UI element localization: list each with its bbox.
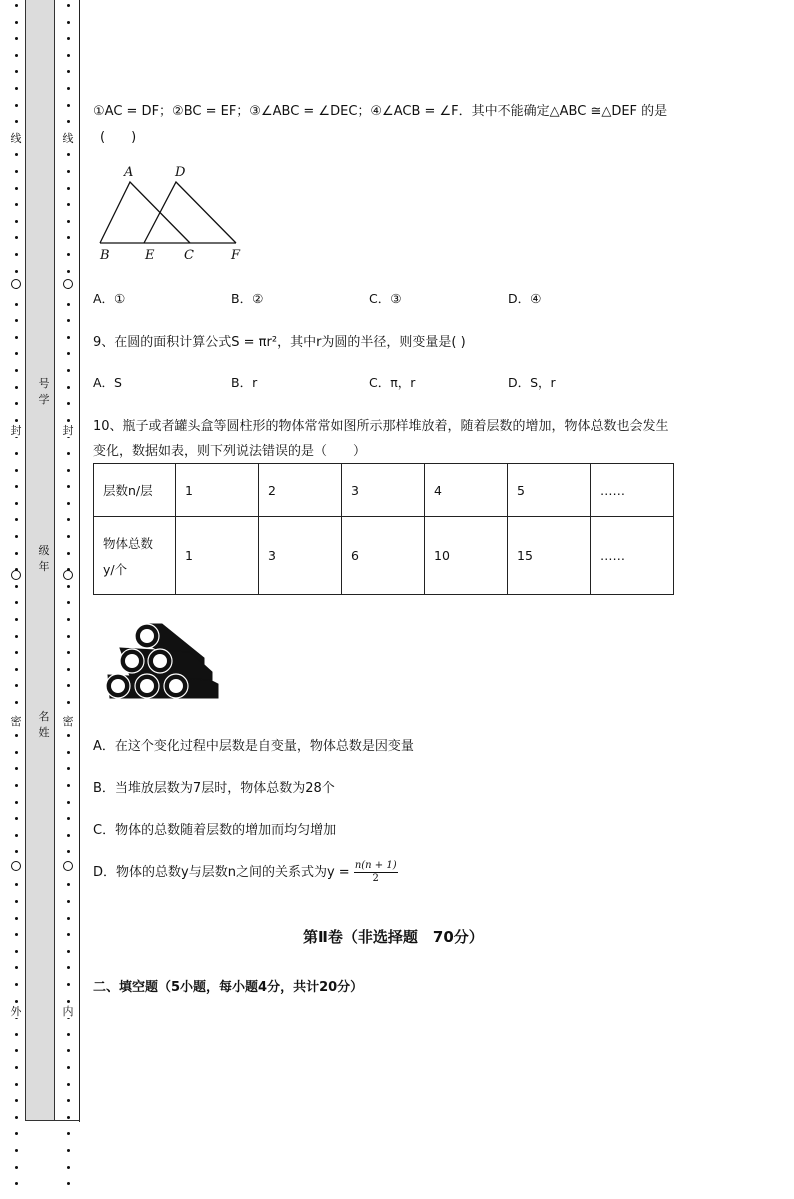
table-cell: ……: [591, 517, 674, 595]
q10-data-table: [93, 463, 674, 595]
table-cell: 1: [176, 517, 259, 595]
cylinder-hole: [169, 679, 183, 693]
q8-answer-blank: ( ): [100, 130, 137, 145]
q10-option-c: C．物体的总数随着层数的增加而均匀增加: [93, 823, 337, 838]
outer-mark-mi: 密: [10, 715, 22, 728]
q10-formula-fraction: [354, 860, 398, 885]
q9-option-a: A．S: [93, 375, 122, 390]
table-cell: 1: [176, 464, 259, 517]
q10-option-a: A．在这个变化过程中层数是自变量，物体总数是因变量: [93, 739, 414, 754]
q10-option-d-row: [93, 860, 398, 885]
outer-circle-mark: [11, 861, 21, 871]
q9-option-c: C．π，r: [369, 375, 416, 390]
label-b: B: [100, 248, 110, 263]
triangle-abc: [100, 182, 190, 243]
outer-circle-mark: [11, 279, 21, 289]
table-cell: 15: [508, 517, 591, 595]
inner-mark-mi: 密: [62, 715, 74, 728]
student-id-label: 号 学: [38, 377, 50, 406]
outer-mark-xian: 线: [10, 132, 22, 145]
outer-mark-feng: 封: [10, 424, 22, 437]
q10-option-b: B．当堆放层数为7层时，物体总数为28个: [93, 781, 335, 796]
cylinder-hole: [140, 629, 154, 643]
table-header-layers: 层数n/层: [94, 464, 176, 517]
table-cell: 6: [342, 517, 425, 595]
q9-option-d: D．S，r: [508, 375, 556, 390]
table-cell: 10: [425, 517, 508, 595]
outer-dot-column: [13, 4, 19, 1199]
q9-stem: 9、在圆的面积计算公式S = πr²，其中r为圆的半径，则变量是( ): [93, 335, 466, 350]
q8-conditions: ①AC = DF；②BC = EF；③∠ABC = ∠DEC；④∠ACB = ∠F．其中不能确定△ABC ≅△DEF 的是: [93, 104, 668, 119]
table-cell: 2: [259, 464, 342, 517]
table-cell: 4: [425, 464, 508, 517]
binding-margin-bottom: [25, 1120, 80, 1121]
fill-in-section-heading: 二、填空题（5小题，每小题4分，共计20分）: [93, 980, 364, 995]
q10-option-d: D．物体的总数y与层数n之间的关系式为y =: [93, 865, 350, 880]
inner-circle-mark: [63, 861, 73, 871]
outer-mark-wai: 外: [10, 1005, 22, 1018]
q8-option-b: B．②: [231, 291, 264, 306]
formula-numerator: n(n + 1): [354, 860, 397, 871]
q8-option-d: D．④: [508, 291, 542, 306]
inner-mark-feng: 封: [62, 424, 74, 437]
q10-stem-line2: 变化，数据如表，则下列说法错误的是（ ）: [93, 444, 367, 459]
cylinder-hole: [125, 654, 139, 668]
table-cell: 5: [508, 464, 591, 517]
table-row-totals: [94, 517, 674, 595]
inner-circle-mark: [63, 279, 73, 289]
table-cell: 3: [259, 517, 342, 595]
q10-stem-line1: 10、瓶子或者罐头盒等圆柱形的物体常常如图所示那样堆放着，随着层数的增加，物体总数也会发生: [93, 419, 669, 434]
inner-mark-xian: 线: [62, 132, 74, 145]
label-e: E: [145, 248, 155, 263]
label-c: C: [184, 248, 194, 263]
cylinder-hole: [111, 679, 125, 693]
binding-margin-border: [79, 0, 80, 1122]
label-f: F: [231, 248, 241, 263]
outer-circle-mark: [11, 570, 21, 580]
inner-mark-nei: 内: [62, 1005, 74, 1018]
stacked-cylinders-illustration: [100, 618, 225, 708]
q8-option-c: C．③: [369, 291, 402, 306]
table-header-totals-line2: y/个: [103, 561, 128, 577]
table-row-layers: [94, 464, 674, 517]
table-header-totals-line1: 物体总数: [103, 535, 154, 551]
table-header-totals: [94, 517, 176, 595]
inner-circle-mark: [63, 570, 73, 580]
cylinder-hole: [153, 654, 167, 668]
table-cell: 3: [342, 464, 425, 517]
table-cell: ……: [591, 464, 674, 517]
label-d: D: [175, 165, 186, 180]
q9-option-b: B．r: [231, 375, 258, 390]
cylinder-hole: [140, 679, 154, 693]
inner-dot-column: [65, 4, 71, 1199]
formula-denominator: 2: [372, 873, 379, 884]
label-a: A: [124, 165, 134, 180]
part2-title: 第Ⅱ卷（非选择题 70分）: [303, 928, 484, 946]
class-label: 级 年: [38, 544, 50, 573]
q8-option-a: A．①: [93, 291, 126, 306]
triangle-def: [144, 182, 236, 243]
name-label: 名 姓: [38, 710, 50, 739]
q8-triangle-figure: [92, 160, 252, 268]
